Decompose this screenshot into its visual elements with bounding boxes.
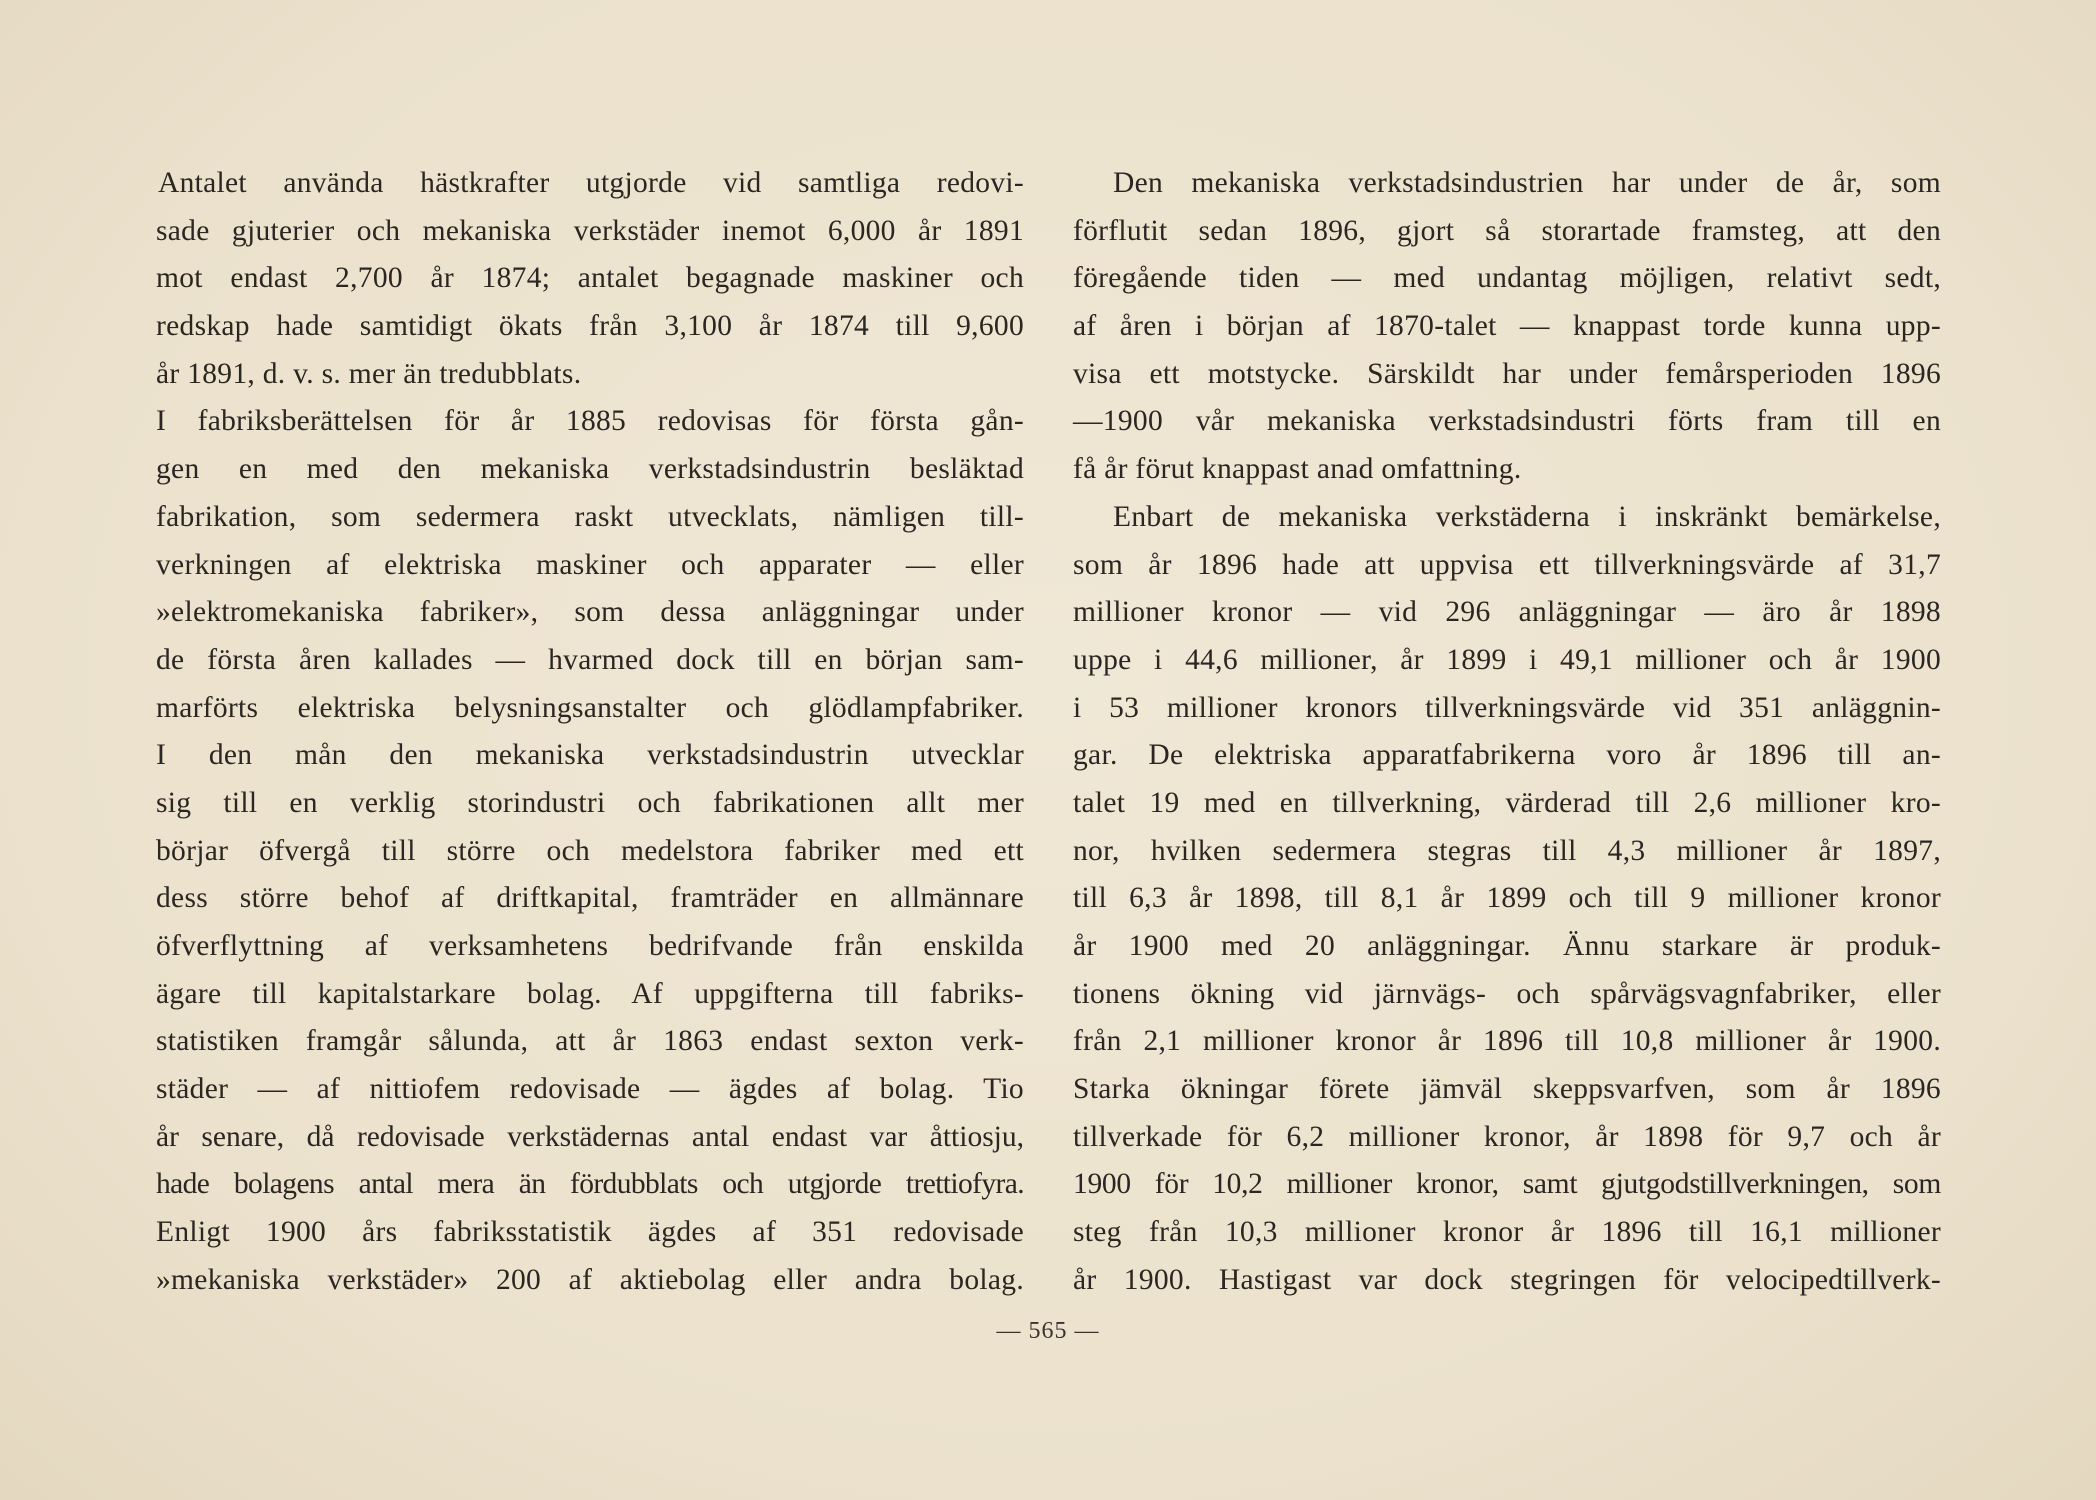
text-line: i 53 millioner kronors tillverkningsvärde vid 351 anläggnin- (1073, 691, 1941, 724)
text-line: föregående tiden — med undantag möjligen, relativt sedt, (1073, 262, 1941, 295)
text-line: år 1900 med 20 anläggningar. Ännu starkare är produk- (1073, 930, 1941, 962)
text-line: år 1891, d. v. s. mer än tredubblats. (156, 357, 582, 390)
page-number: — 565 — (996, 1318, 1100, 1344)
text-line: statistiken framgår sålunda, att år 1863 endast sexton verk- (156, 1025, 1024, 1058)
text-line: få år förut knappast anad omfattning. (1073, 453, 1522, 486)
text-line: dess större behof af driftkapital, framträder en allmännare (156, 882, 1024, 915)
text-line: »mekaniska verkstäder» 200 af aktiebolag eller andra bolag. (156, 1263, 1024, 1296)
text-line: Antalet använda hästkrafter utgjorde vid samtliga redovi- (158, 167, 1024, 199)
text-line: öfverflyttning af verksamhetens bedrifvande från enskilda (156, 930, 1024, 962)
text-line: Enbart de mekaniska verkstäderna i inskränkt bemärkelse, (1113, 500, 1941, 533)
text-line: år 1900. Hastigast var dock stegringen för velocipedtillverk- (1073, 1263, 1941, 1296)
text-line: tillverkade för 6,2 millioner kronor, år 1898 för 9,7 och år (1073, 1120, 1941, 1153)
text-line: sade gjuterier och mekaniska verkstäder inemot 6,000 år 1891 (156, 214, 1024, 247)
text-line: förflutit sedan 1896, gjort så storartade framsteg, att den (1073, 214, 1941, 247)
text-line: I fabriksberättelsen för år 1885 redovisas för första gån- (156, 405, 1024, 438)
text-line: redskap hade samtidigt ökats från 3,100 år 1874 till 9,600 (156, 310, 1024, 343)
text-line: Starka ökningar förete jämväl skeppsvarfven, som år 1896 (1073, 1073, 1941, 1106)
text-line: af åren i början af 1870-talet — knappast torde kunna upp- (1073, 310, 1941, 343)
text-line: ägare till kapitalstarkare bolag. Af uppgifterna till fabriks- (156, 977, 1024, 1010)
text-line: visa ett motstycke. Särskildt har under femårsperioden 1896 (1073, 357, 1941, 390)
text-line: sig till en verklig storindustri och fabrikationen allt mer (156, 786, 1024, 819)
text-line: gen en med den mekaniska verkstadsindustrin besläktad (156, 453, 1024, 486)
left-column (156, 160, 1024, 1305)
text-line: verkningen af elektriska maskiner och apparater — eller (156, 548, 1024, 581)
text-line: nor, hvilken sedermera stegras till 4,3 millioner år 1897, (1073, 834, 1941, 867)
text-line: steg från 10,3 millioner kronor år 1896 till 16,1 millioner (1073, 1216, 1941, 1249)
text-line: gar. De elektriska apparatfabrikerna voro år 1896 till an- (1073, 739, 1941, 772)
text-line: —1900 vår mekaniska verkstadsindustri förts fram till en (1073, 405, 1941, 438)
text-line: från 2,1 millioner kronor år 1896 till 10,8 millioner år 1900. (1073, 1025, 1941, 1058)
text-line: I den mån den mekaniska verkstadsindustrin utvecklar (156, 739, 1024, 772)
text-line: hade bolagens antal mera än fördubblats och utgjorde trettiofyra. (156, 1168, 1024, 1201)
text-line: de första åren kallades — hvarmed dock till en början sam- (156, 643, 1024, 676)
text-line: år senare, då redovisade verkstädernas antal endast var åttiosju, (156, 1120, 1024, 1153)
text-line: städer — af nittiofem redovisade — ägdes af bolag. Tio (156, 1073, 1024, 1106)
text-line: marförts elektriska belysningsanstalter och glödlampfabriker. (156, 691, 1024, 724)
text-line: Den mekaniska verkstadsindustrien har under de år, som (1113, 167, 1941, 199)
text-line: millioner kronor — vid 296 anläggningar — äro år 1898 (1073, 596, 1941, 629)
text-line: mot endast 2,700 år 1874; antalet begagnade maskiner och (156, 262, 1024, 295)
text-line: till 6,3 år 1898, till 8,1 år 1899 och till 9 millioner kronor (1073, 882, 1941, 915)
right-column (1073, 160, 1941, 1305)
text-line: fabrikation, som sedermera raskt utvecklats, nämligen till- (156, 500, 1024, 533)
text-line: »elektromekaniska fabriker», som dessa anläggningar under (156, 596, 1024, 629)
text-line: uppe i 44,6 millioner, år 1899 i 49,1 millioner och år 1900 (1073, 643, 1941, 676)
text-line: talet 19 med en tillverkning, värderad till 2,6 millioner kro- (1073, 786, 1941, 819)
text-line: 1900 för 10,2 millioner kronor, samt gjutgodstillverkningen, som (1073, 1168, 1941, 1201)
text-line: tionens ökning vid järnvägs- och spårvägsvagnfabriker, eller (1073, 977, 1941, 1010)
text-line: börjar öfvergå till större och medelstora fabriker med ett (156, 834, 1024, 867)
text-line: som år 1896 hade att uppvisa ett tillverkningsvärde af 31,7 (1073, 548, 1941, 581)
text-line: Enligt 1900 års fabriksstatistik ägdes af 351 redovisade (156, 1216, 1024, 1249)
